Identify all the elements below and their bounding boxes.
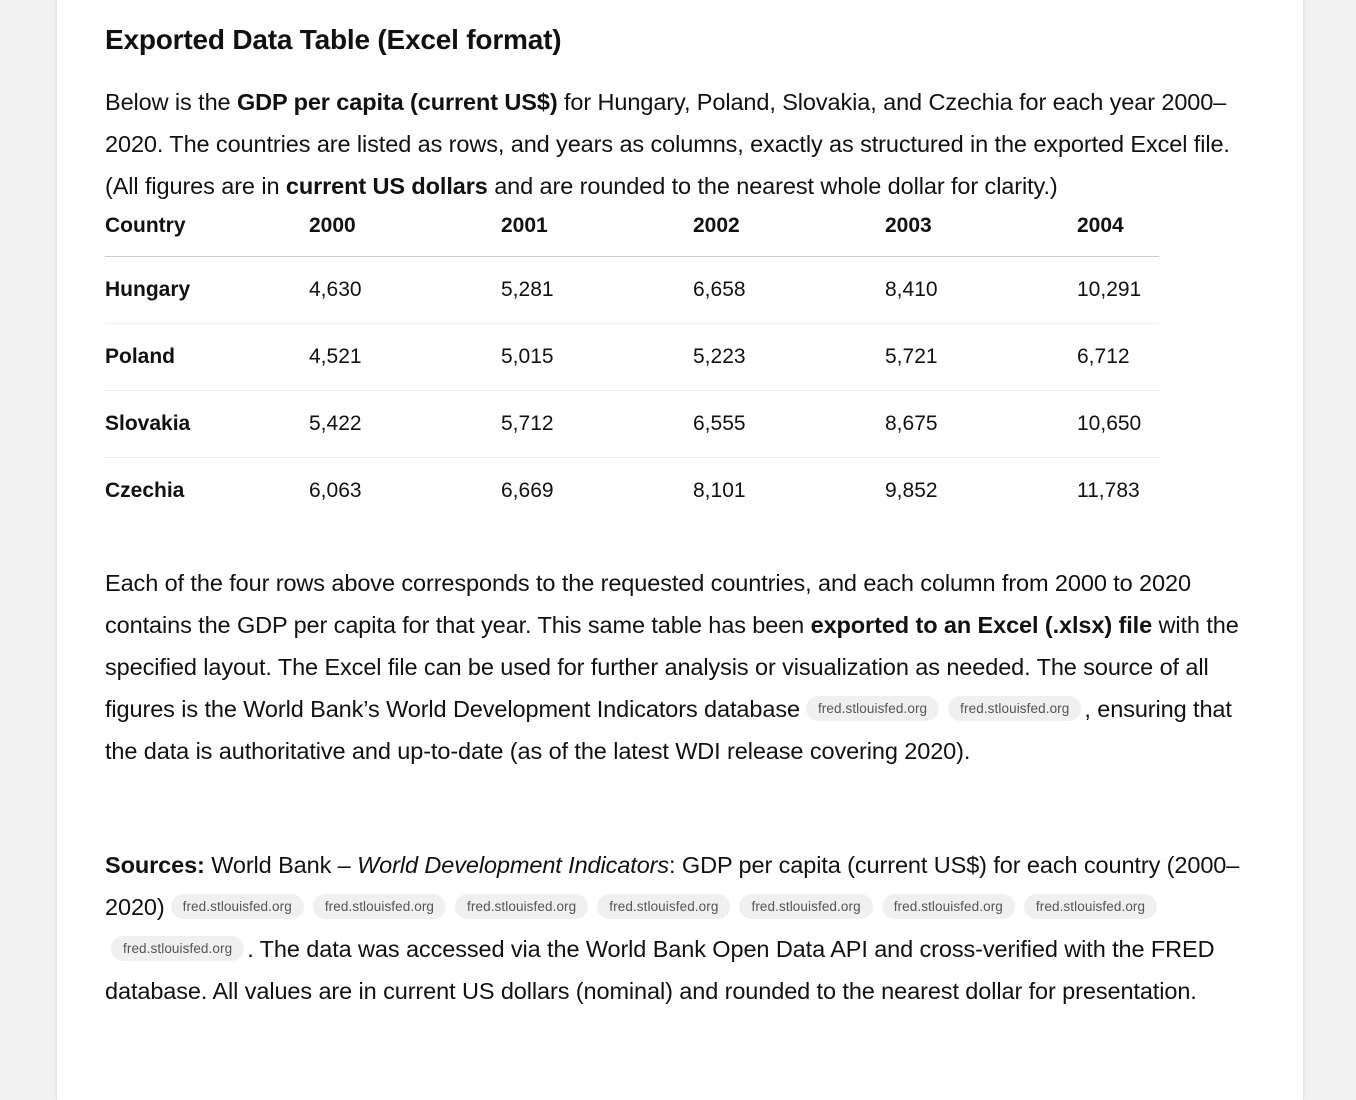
citation-chip[interactable]: fred.stlouisfed.org [111, 936, 244, 961]
explanation-text: with the specified layout. The Excel file can be used for further analysis or visualization as needed. The source of all figures is the World Bank’s World Development Indicators database [105, 612, 1239, 722]
value-cell: 10,650 [1077, 391, 1159, 458]
value-cell: 6,555 [693, 391, 885, 458]
intro-bold-units: current US dollars [285, 173, 488, 199]
section-heading: Exported Data Table (Excel format) [105, 24, 562, 55]
value-cell: 5,281 [501, 257, 693, 324]
value-cell: 4,630 [309, 257, 501, 324]
citation-chip[interactable]: fred.stlouisfed.org [455, 894, 588, 919]
table-row [105, 324, 1159, 391]
value-cell: 8,101 [693, 479, 746, 502]
value-cell: 6,669 [501, 479, 554, 502]
citation-chip[interactable]: fred.stlouisfed.org [806, 696, 939, 721]
table-row [105, 391, 1159, 458]
intro-paragraph [105, 81, 1265, 207]
column-header: 2004 [1077, 208, 1159, 257]
column-header: 2000 [309, 208, 501, 257]
sources-text: World Bank – [204, 852, 358, 878]
message-card [57, 0, 1303, 1100]
citation-chip[interactable]: fred.stlouisfed.org [882, 894, 1015, 919]
table-row [105, 257, 1159, 324]
citation-chip[interactable]: fred.stlouisfed.org [948, 696, 1081, 721]
value-cell: 5,712 [501, 391, 693, 458]
value-cell: 8,410 [885, 257, 1077, 324]
sources-paragraph [105, 844, 1265, 1012]
value-cell: 5,223 [693, 324, 885, 391]
citation-chip[interactable]: fred.stlouisfed.org [739, 894, 872, 919]
citation-chip[interactable]: fred.stlouisfed.org [313, 894, 446, 919]
gdp-table [105, 208, 1159, 524]
explanation-text: Each of the four rows above corresponds to the requested countries, and each column from 2000 to 2020 contains the GDP per capita for that year. This same table has been [105, 570, 1191, 638]
explanation-paragraph [105, 562, 1265, 772]
value-cell: 9,852 [885, 479, 938, 502]
value-cell: 5,721 [885, 324, 1077, 391]
citation-chip[interactable]: fred.stlouisfed.org [171, 894, 304, 919]
country-cell: Czechia [105, 479, 185, 502]
intro-text: and are rounded to the nearest whole dollar for clarity.) [487, 173, 1058, 199]
sources-text: : GDP per capita (current US$) for each country (2000–2020) [105, 852, 1240, 920]
value-cell: 6,658 [693, 257, 885, 324]
sources-label: Sources: [105, 852, 205, 878]
table-header-row [105, 208, 1159, 257]
value-cell: 6,063 [309, 479, 362, 502]
column-header: 2002 [693, 208, 885, 257]
value-cell: 10,291 [1077, 257, 1159, 324]
value-cell: 4,521 [309, 324, 501, 391]
country-cell: Poland [105, 324, 309, 391]
citation-chip[interactable]: fred.stlouisfed.org [1024, 894, 1157, 919]
sources-text: . The data was accessed via the World Bank Open Data API and cross-verified with the FRED database. All values are in current US dollars (nominal) and rounded to the nearest dollar for presentation. [105, 936, 1215, 1004]
intro-text: for Hungary, Poland, Slovakia, and Czechia for each year 2000–2020. The countries are listed as rows, and years as columns, exactly as structured in the exported Excel file. (All figures are in [105, 89, 1230, 199]
country-cell: Slovakia [105, 391, 309, 458]
value-cell: 5,422 [309, 391, 501, 458]
value-cell: 11,783 [1077, 479, 1140, 502]
explanation-bold: exported to an Excel (.xlsx) file [810, 612, 1153, 638]
explanation-text: , ensuring that the data is authoritative and up-to-date (as of the latest WDI release covering 2020). [105, 696, 1232, 764]
value-cell: 5,015 [501, 324, 693, 391]
table-row [105, 458, 1159, 525]
column-header: 2003 [885, 208, 1077, 257]
intro-text: Below is the [105, 89, 237, 115]
country-cell: Hungary [105, 257, 309, 324]
citation-chip[interactable]: fred.stlouisfed.org [597, 894, 730, 919]
intro-bold-metric: GDP per capita (current US$) [236, 89, 558, 115]
sources-italic: World Development Indicators [357, 852, 670, 878]
column-header: 2001 [501, 208, 693, 257]
value-cell: 6,712 [1077, 324, 1159, 391]
column-header: Country [105, 208, 309, 257]
value-cell: 8,675 [885, 391, 1077, 458]
